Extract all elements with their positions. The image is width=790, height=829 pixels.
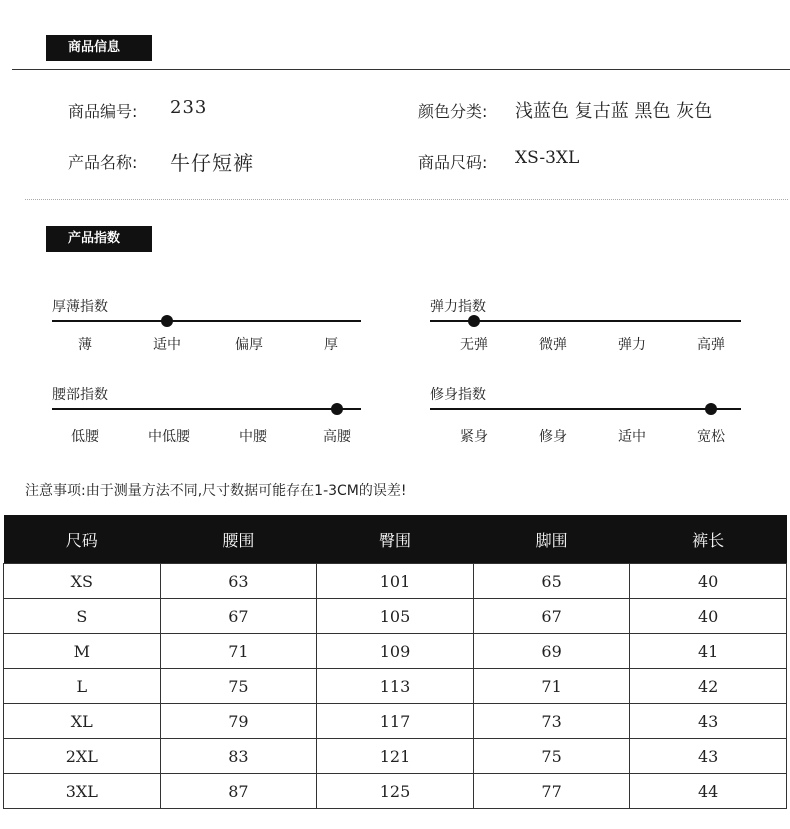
cell-length: 43 (630, 704, 787, 739)
cell-length: 41 (630, 634, 787, 669)
product-info-divider (12, 69, 790, 70)
table-row (4, 669, 787, 704)
index-title: 腰部指数 (52, 387, 108, 403)
index-selected-marker (468, 315, 480, 327)
cell-leg-opening: 65 (473, 564, 630, 599)
table-row (4, 774, 787, 809)
index-title: 修身指数 (430, 387, 486, 403)
header-length: 裤长 (630, 515, 787, 564)
table-row (4, 739, 787, 774)
header-waist: 腰围 (160, 515, 317, 564)
index-scale-line (430, 408, 741, 410)
header-hip: 臀围 (317, 515, 474, 564)
index-option: 修身 (539, 429, 567, 445)
cell-size: L (4, 669, 161, 704)
index-option: 偏厚 (235, 337, 263, 353)
cell-waist: 87 (160, 774, 317, 809)
color-category-label: 颜色分类: (418, 102, 488, 121)
cell-leg-opening: 69 (473, 634, 630, 669)
cell-leg-opening: 75 (473, 739, 630, 774)
cell-hip: 109 (317, 634, 474, 669)
size-range-label: 商品尺码: (418, 153, 488, 172)
index-title: 厚薄指数 (52, 299, 108, 315)
header-leg-opening: 脚围 (473, 515, 630, 564)
index-option: 高腰 (323, 429, 351, 445)
index-option: 厚 (324, 337, 338, 353)
cell-leg-opening: 73 (473, 704, 630, 739)
cell-hip: 125 (317, 774, 474, 809)
index-option: 适中 (153, 337, 181, 353)
cell-length: 40 (630, 599, 787, 634)
cell-length: 40 (630, 564, 787, 599)
cell-hip: 117 (317, 704, 474, 739)
index-option: 中腰 (239, 429, 267, 445)
product-number-value: 233 (170, 97, 208, 118)
cell-size: 2XL (4, 739, 161, 774)
product-number-label: 商品编号: (68, 102, 138, 121)
size-table-header-row (4, 515, 787, 564)
header-size: 尺码 (4, 515, 161, 564)
table-row (4, 704, 787, 739)
cell-waist: 63 (160, 564, 317, 599)
index-option: 宽松 (697, 429, 725, 445)
cell-hip: 121 (317, 739, 474, 774)
cell-waist: 67 (160, 599, 317, 634)
cell-size: S (4, 599, 161, 634)
cell-hip: 113 (317, 669, 474, 704)
product-name-value: 牛仔短裤 (170, 151, 254, 175)
index-title: 弹力指数 (430, 299, 486, 315)
table-row (4, 634, 787, 669)
index-option: 弹力 (618, 337, 646, 353)
index-option: 无弹 (460, 337, 488, 353)
cell-size: XS (4, 564, 161, 599)
cell-size: XL (4, 704, 161, 739)
cell-length: 44 (630, 774, 787, 809)
cell-hip: 101 (317, 564, 474, 599)
cell-size: 3XL (4, 774, 161, 809)
index-selected-marker (331, 403, 343, 415)
product-info-tag: 商品信息 (46, 35, 152, 61)
cell-size: M (4, 634, 161, 669)
cell-leg-opening: 71 (473, 669, 630, 704)
index-option: 紧身 (460, 429, 488, 445)
index-selected-marker (705, 403, 717, 415)
index-option: 微弹 (539, 337, 567, 353)
cell-waist: 75 (160, 669, 317, 704)
table-row (4, 599, 787, 634)
measurement-notice: 注意事项:由于测量方法不同,尺寸数据可能存在1-3CM的误差! (25, 483, 407, 499)
index-selected-marker (161, 315, 173, 327)
product-index-tag: 产品指数 (46, 226, 152, 252)
cell-leg-opening: 77 (473, 774, 630, 809)
table-row (4, 564, 787, 599)
cell-waist: 83 (160, 739, 317, 774)
index-scale-line (52, 408, 361, 410)
product-name-label: 产品名称: (68, 153, 138, 172)
cell-waist: 71 (160, 634, 317, 669)
index-scale-line (52, 320, 361, 322)
cell-hip: 105 (317, 599, 474, 634)
index-option: 低腰 (71, 429, 99, 445)
size-range-value: XS-3XL (515, 148, 580, 168)
cell-length: 43 (630, 739, 787, 774)
index-option: 薄 (78, 337, 92, 353)
index-option: 中低腰 (148, 429, 190, 445)
cell-waist: 79 (160, 704, 317, 739)
cell-length: 42 (630, 669, 787, 704)
index-option: 适中 (618, 429, 646, 445)
size-table (3, 515, 787, 809)
color-category-value: 浅蓝色 复古蓝 黑色 灰色 (515, 101, 713, 122)
cell-leg-opening: 67 (473, 599, 630, 634)
index-option: 高弹 (697, 337, 725, 353)
info-dotted-divider (25, 199, 788, 200)
